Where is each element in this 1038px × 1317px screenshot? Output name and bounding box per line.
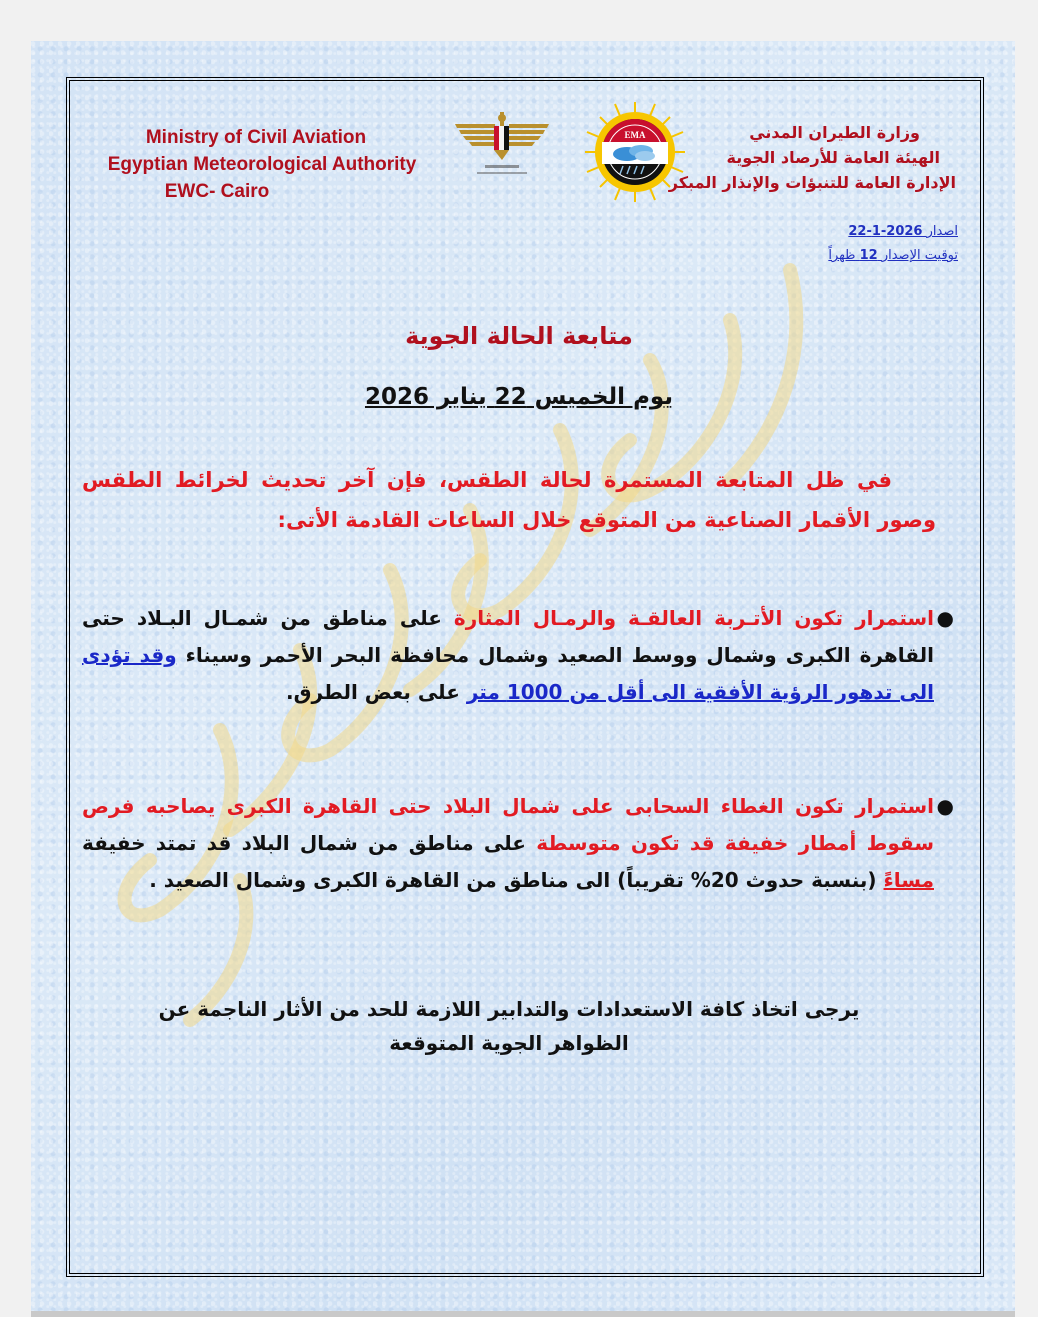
english-header xyxy=(92,124,432,205)
intro-paragraph: في ظل المتابعة المستمرة لحالة الطقس، فإن آخر تحديث لخرائط الطقس وصور الأقمار الصناعية من المتوقع خلال الساعات القادمة الأتى: xyxy=(82,468,936,532)
forecast-bullet-dust xyxy=(82,600,956,711)
issue-date: 2026-1-22 xyxy=(848,224,923,239)
issue-info xyxy=(828,220,958,268)
bullet-dust-roads: على بعض الطرق. xyxy=(286,680,467,704)
bullet-dot-icon: ● xyxy=(936,794,954,818)
issue-date-line xyxy=(828,220,958,244)
bullet-dust-visibility: وقد تؤدى الى تدهور الرؤية الأفقية الى أقل من 1000 متر xyxy=(82,643,934,704)
header-ministry-en: Ministry of Civil Aviation xyxy=(145,127,367,148)
bullet-clouds-probability: (بنسبة حدوث 20% تقريباً) الى مناطق من القاهرة الكبرى وشمال الصعيد . xyxy=(149,868,884,892)
issue-label: اصدار xyxy=(926,224,958,239)
bullet-clouds-highlight: استمرار تكون الغطاء السحابى على شمال البلاد حتى القاهرة الكبرى يصاحبه فرص سقوط أمطار خفيفة قد تكون متوسطة xyxy=(82,794,934,855)
header-ministry-ar: وزارة الطيران المدني xyxy=(749,123,920,142)
aviation-emblem-icon xyxy=(447,110,557,185)
bullet-dust-highlight: استمرار تكون الأتـربة العالقـة والرمـال المثارة xyxy=(453,606,934,630)
issue-time-label: توقيت الإصدار xyxy=(881,248,958,263)
closing-note xyxy=(140,992,878,1060)
header-authority-en: Egyptian Meteorological Authority xyxy=(107,154,417,175)
page-shadow xyxy=(31,1311,1015,1317)
forecast-bullet-clouds xyxy=(82,788,956,899)
issue-time-line xyxy=(828,244,958,268)
arabic-header xyxy=(656,120,956,195)
issue-time-suffix: ظهراً xyxy=(828,248,856,263)
bullet-clouds-evening: مساءً xyxy=(883,868,934,892)
closing-line-1: يرجى اتخاذ كافة الاستعدادات والتدابير اللازمة للحد من الأثار الناجمة عن xyxy=(158,997,860,1021)
bullet-dust-regions: على مناطق من شمـال البـلاد حتى القاهرة الكبرى وشمال ووسط الصعيد وشمال محافظة البحر الأحمر وسيناء xyxy=(82,606,934,667)
header-ewc-en: EWC- Cairo xyxy=(164,181,270,202)
header-authority-ar: الهيئة العامة للأرصاد الجوية xyxy=(726,148,940,167)
document-date: يوم الخميس 22 يناير 2026 xyxy=(364,384,673,410)
svg-text:EMA: EMA xyxy=(624,130,646,140)
document-title: متابعة الحالة الجوية xyxy=(405,322,633,350)
bullet-dot-icon: ● xyxy=(936,606,954,630)
header-department-ar: الإدارة العامة للتنبؤات والإنذار المبكر xyxy=(668,173,956,192)
issue-time-value: 12 xyxy=(859,248,878,263)
closing-line-2: الظواهر الجوية المتوقعة xyxy=(389,1031,629,1055)
bullet-clouds-regions: على مناطق من شمال البلاد قد تمتد خفيفة xyxy=(82,831,537,855)
